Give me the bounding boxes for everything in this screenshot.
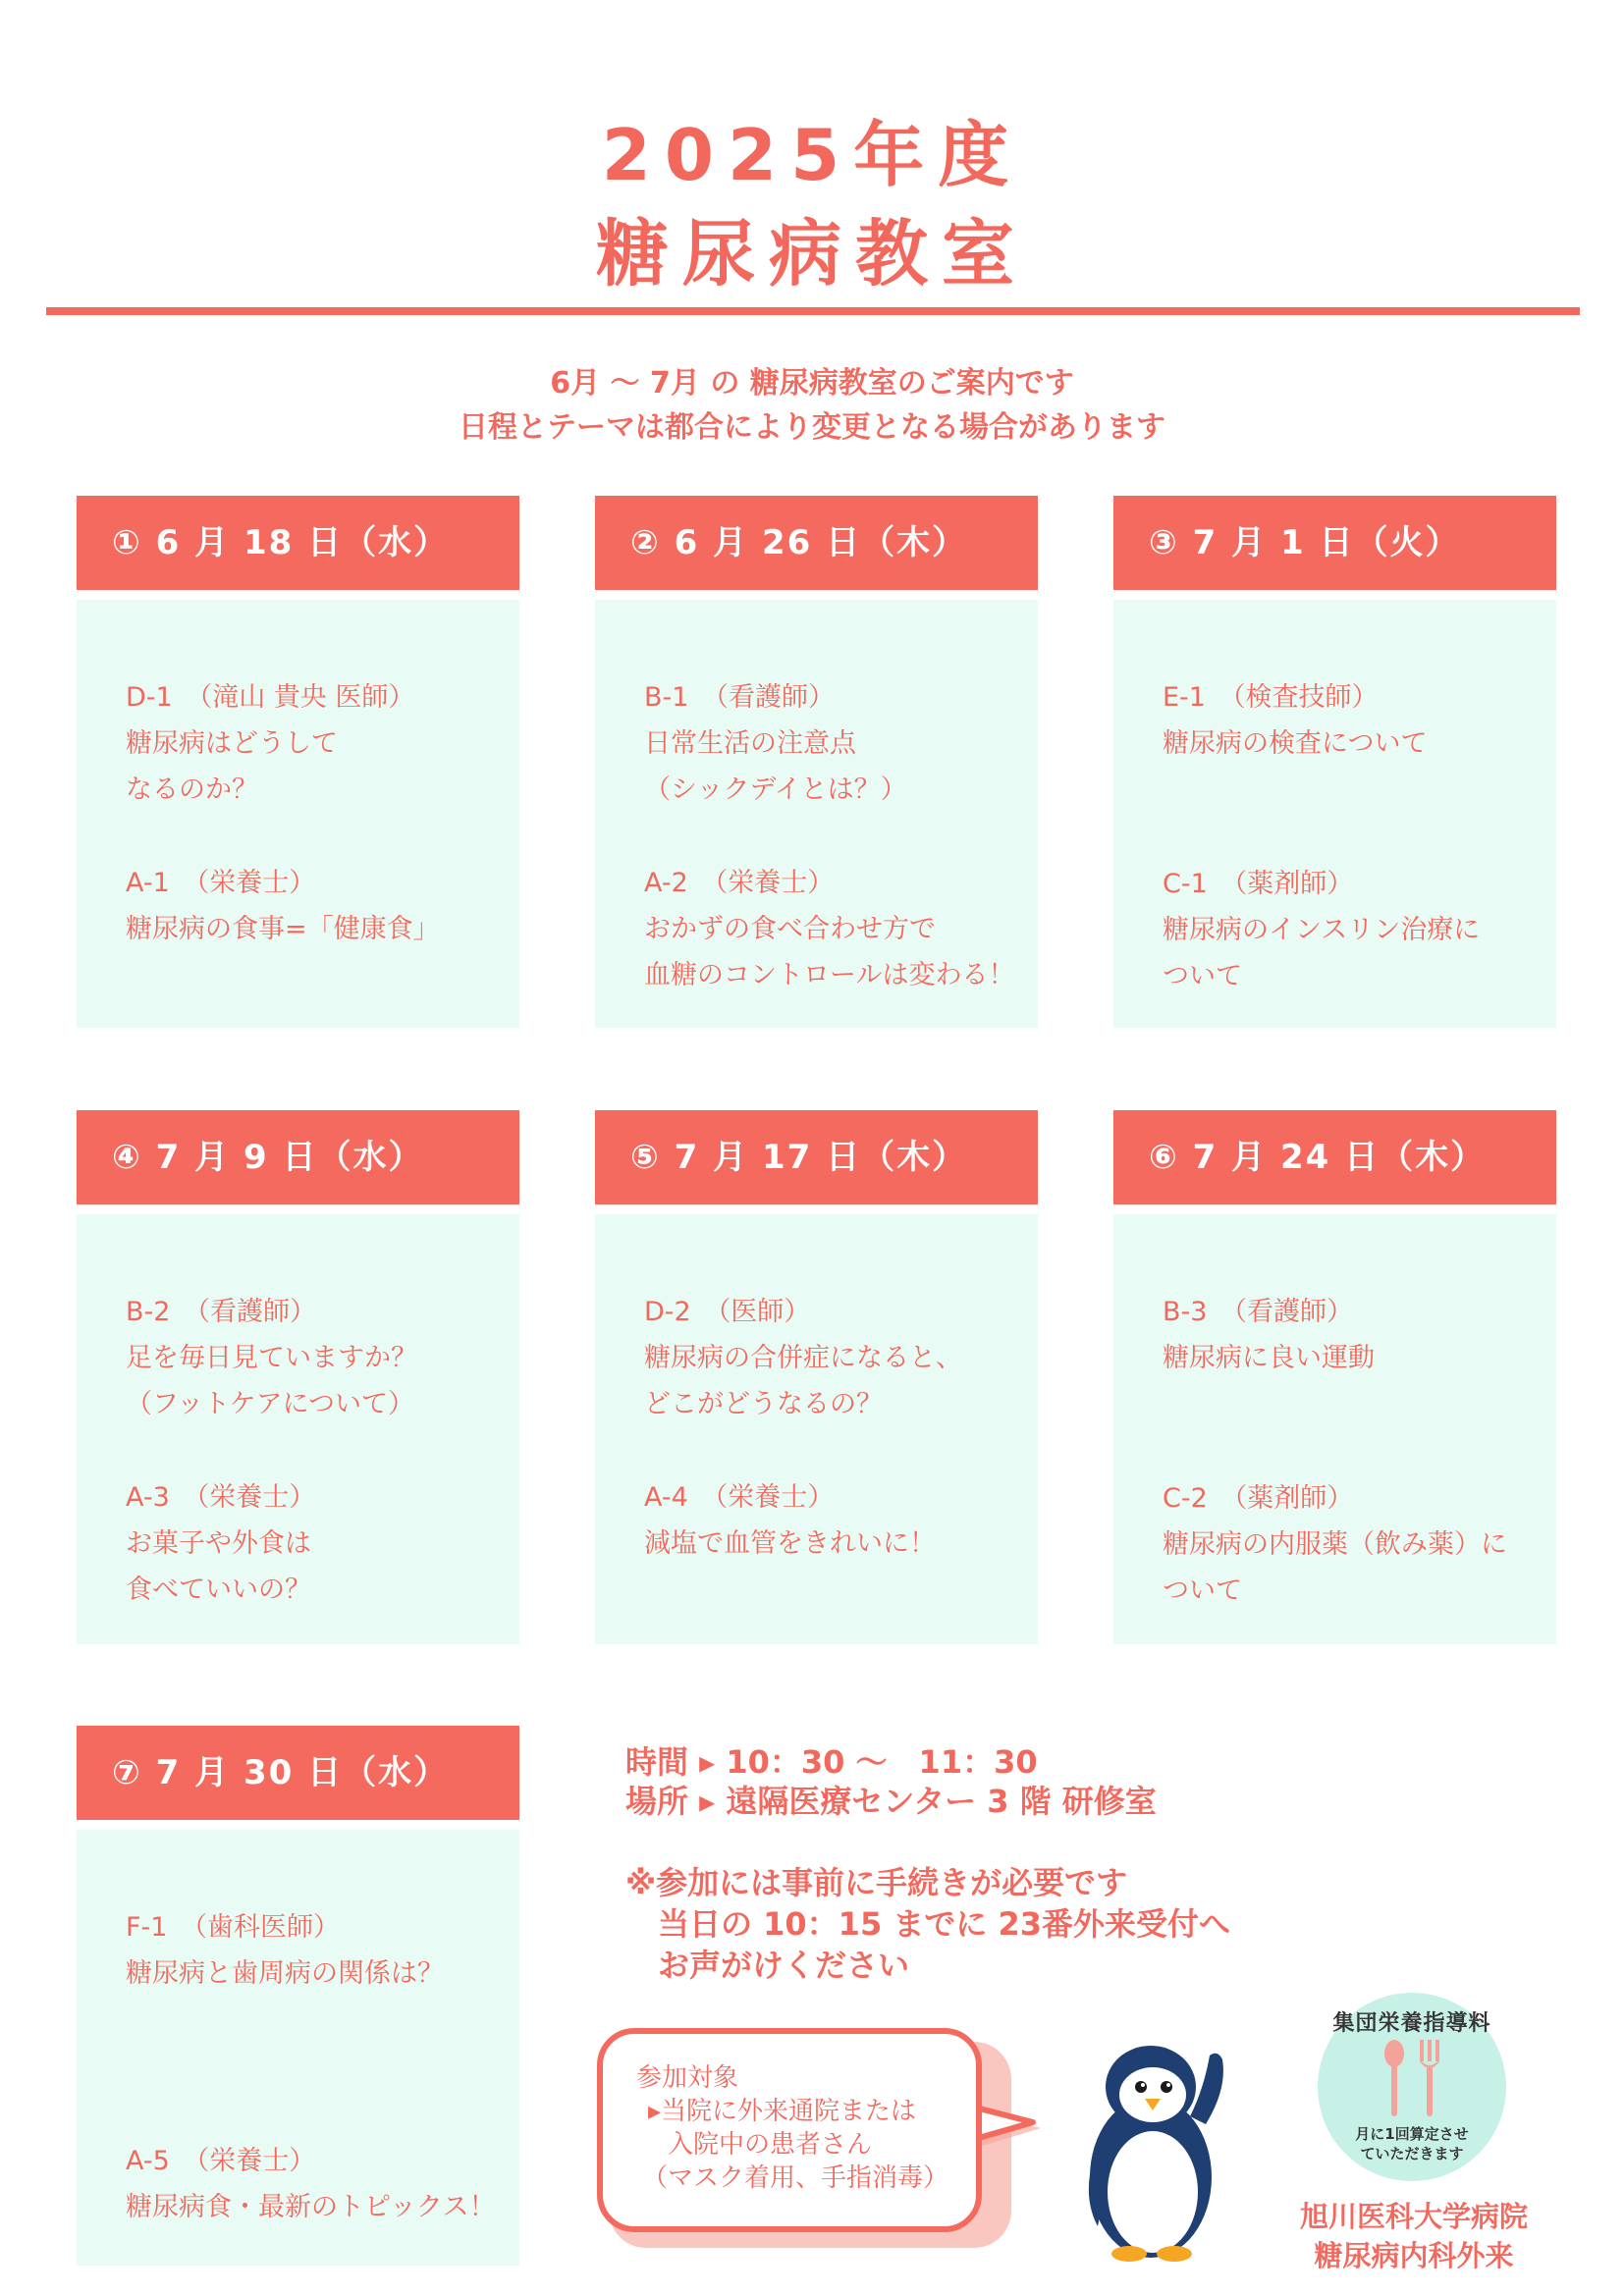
topic-line: 糖尿病の検査について	[1163, 728, 1428, 759]
topic-line: C-2 （薬剤師）	[1163, 1483, 1354, 1514]
registration-instruction: お声がけください	[658, 1947, 910, 1984]
session-card-1	[77, 496, 519, 1028]
topic-line: E-1 （検査技師）	[1163, 682, 1379, 713]
session-topics	[77, 1830, 519, 2266]
nutrition-guidance-badge	[1318, 1993, 1506, 2181]
topic-line: お菓子や外食は	[126, 1528, 311, 1559]
topic-spacer	[644, 1427, 1018, 1474]
eligibility-line-3: （マスク着用、手指消毒）	[642, 2163, 949, 2193]
session-topics	[595, 1214, 1038, 1644]
page-title: 糖尿病教室	[596, 212, 1028, 296]
session-date: ③ 7 月 1 日（火）	[1113, 496, 1556, 590]
eligibility-line-2: 入院中の患者さん	[668, 2130, 873, 2160]
session-date: ④ 7 月 9 日（水）	[77, 1110, 519, 1204]
department-name: 糖尿病内科外来	[1314, 2239, 1514, 2272]
topic-spacer	[126, 813, 500, 860]
session-date: ① 6 月 18 日（水）	[77, 496, 519, 590]
intro-line-2: 日程とテーマは都合により変更となる場合があります	[459, 410, 1165, 445]
session-topics	[77, 1214, 519, 1644]
bubble-tail	[972, 2101, 1051, 2160]
topic-spacer	[126, 2091, 500, 2138]
session-card-3	[1113, 496, 1556, 1028]
topic-line: 糖尿病の内服薬（飲み薬）に	[1163, 1529, 1507, 1560]
topic-line: A-1 （栄養士）	[126, 868, 316, 898]
eligibility-bubble	[597, 2028, 982, 2232]
eligibility-title: 参加対象	[636, 2063, 739, 2093]
badge-note-line-2: ていただきます	[1360, 2145, 1464, 2163]
place-info: 場所 ▸ 遠隔医療センター 3 階 研修室	[625, 1783, 1157, 1820]
topic-line: B-2 （看護師）	[126, 1297, 316, 1327]
hospital-name: 旭川医科大学病院	[1299, 2200, 1528, 2233]
spoon-fork-icon	[1373, 2036, 1451, 2122]
badge-note-line-1: 月に1回算定させ	[1355, 2125, 1469, 2143]
topic-line: 糖尿病食・最新のトピックス！	[126, 2192, 496, 2222]
topic-line: A-5 （栄養士）	[126, 2146, 316, 2176]
title-year: 2025年度	[601, 114, 1023, 196]
topic-line: ついて	[1163, 1575, 1242, 1606]
topic-line: 減塩で血管をきれいに！	[644, 1528, 936, 1559]
topic-spacer	[644, 813, 1018, 860]
topic-line: 糖尿病の食事=「健康食」	[126, 914, 440, 944]
session-date: ② 6 月 26 日（木）	[595, 496, 1038, 590]
topic-line: 糖尿病と歯周病の関係は？	[126, 1958, 444, 1989]
session-card-6	[1113, 1110, 1556, 1644]
topic-line: 足を毎日見ていますか？	[126, 1343, 417, 1373]
session-date: ⑥ 7 月 24 日（木）	[1113, 1110, 1556, 1204]
session-topics	[77, 600, 519, 1028]
topic-line: F-1 （歯科医師）	[126, 1912, 340, 1943]
penguin-mascot	[1080, 2030, 1247, 2266]
session-topics	[595, 600, 1038, 1028]
topic-line: おかずの食べ合わせ方で	[644, 914, 936, 944]
topic-line: 糖尿病に良い運動	[1163, 1343, 1375, 1373]
topic-spacer	[1163, 1381, 1537, 1428]
topic-line: 糖尿病はどうして	[126, 728, 338, 759]
topic-line: 日常生活の注意点	[644, 728, 856, 759]
topic-line: B-3 （看護師）	[1163, 1297, 1353, 1327]
badge-title: 集団栄養指導料	[1332, 2011, 1491, 2036]
topic-spacer	[1163, 1428, 1537, 1475]
topic-spacer	[126, 1997, 500, 2044]
topic-spacer	[126, 1427, 500, 1474]
topic-spacer	[1163, 767, 1537, 814]
badge-note	[1318, 2124, 1506, 2163]
time-info: 時間 ▸ 10：30 〜 11：30	[625, 1743, 1038, 1781]
title-divider	[46, 307, 1580, 315]
session-topics	[1113, 1214, 1556, 1644]
topic-line: 食べていいの？	[126, 1575, 311, 1605]
topic-line: B-1 （看護師）	[644, 682, 835, 713]
intro-line-1: 6月 〜 7月 の 糖尿病教室のご案内です	[550, 366, 1074, 400]
topic-line: D-2 （医師）	[644, 1297, 811, 1327]
topic-spacer	[1163, 814, 1537, 861]
topic-spacer	[126, 2044, 500, 2091]
topic-line: （フットケアについて）	[126, 1389, 415, 1419]
eligibility-line-1: ▸当院に外来通院または	[648, 2097, 917, 2126]
topic-line: 糖尿病のインスリン治療に	[1163, 915, 1481, 945]
topic-line: どこがどうなるの？	[644, 1389, 883, 1419]
session-date: ⑦ 7 月 30 日（水）	[77, 1726, 519, 1820]
topic-line: 糖尿病の合併症になると、	[644, 1343, 962, 1373]
topic-line: A-4 （栄養士）	[644, 1482, 835, 1513]
topic-line: A-2 （栄養士）	[644, 868, 835, 898]
registration-deadline: 当日の 10：15 までに 23番外来受付へ	[658, 1905, 1231, 1943]
session-card-2	[595, 496, 1038, 1028]
topic-line: （シックデイとは？）	[644, 774, 907, 805]
session-card-7	[77, 1726, 519, 2266]
topic-line: ついて	[1163, 961, 1242, 991]
session-card-5	[595, 1110, 1038, 1644]
registration-note: ※参加には事前に手続きが必要です	[625, 1864, 1128, 1901]
topic-line: 血糖のコントロールは変わる！	[644, 960, 1015, 990]
session-card-4	[77, 1110, 519, 1644]
topic-line: なるのか？	[126, 774, 258, 805]
topic-line: D-1 （滝山 貴央 医師）	[126, 682, 415, 713]
session-date: ⑤ 7 月 17 日（木）	[595, 1110, 1038, 1204]
topic-line: C-1 （薬剤師）	[1163, 869, 1354, 899]
topic-line: A-3 （栄養士）	[126, 1482, 316, 1513]
session-topics	[1113, 600, 1556, 1028]
